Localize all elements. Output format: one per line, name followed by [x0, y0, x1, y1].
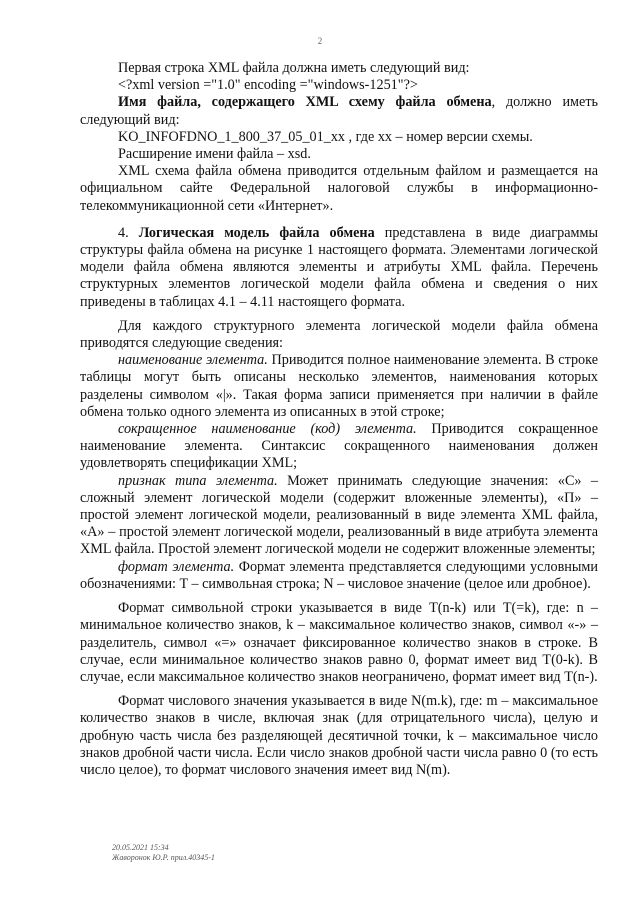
- paragraph-element-name: [80, 352, 598, 421]
- page-number: 2: [317, 36, 323, 46]
- element-type-term: признак типа элемента.: [118, 472, 278, 489]
- paragraph-schema-filename: [80, 94, 598, 128]
- paragraph-schema-publication: XML схема файла обмена приводится отдельным файлом и размещается на официальном сайте Федеральной налоговой службы в информационно-телекоммуникационной сети «Интернет».: [80, 163, 598, 214]
- paragraph-logical-model: [80, 225, 598, 311]
- footer-author: Жаворонок Ю.Р. прил.40345-1: [112, 853, 215, 862]
- logical-model-number: 4.: [118, 224, 139, 241]
- document-footer-stamp: [112, 843, 215, 863]
- element-name-term: наименование элемента.: [118, 352, 268, 369]
- document-body: [80, 60, 598, 779]
- element-code-text: Приводится сокращенное наименование элемента. Синтаксис сокращенного наименования должен удовлетворять спецификации XML;: [80, 421, 598, 472]
- paragraph-xml-first-line: Первая строка XML файла должна иметь следующий вид:: [118, 60, 470, 76]
- element-name-text: Приводится полное наименование элемента. В строке таблицы могут быть описаны несколько элементов, наименования которых разделены символом «|». Такая форма записи применяется при наличии в файле обмена только одного элемента из описанных в этой строке;: [80, 352, 598, 420]
- paragraph-element-info-intro: Для каждого структурного элемента логической модели файла обмена приводятся следующие сведения:: [80, 317, 598, 352]
- element-format-term: формат элемента.: [118, 558, 235, 575]
- paragraph-file-extension: Расширение имени файла – xsd.: [118, 146, 311, 163]
- element-code-term: сокращенное наименование (код) элемента.: [118, 421, 417, 438]
- logical-model-heading: Логическая модель файла обмена: [138, 224, 375, 241]
- paragraph-string-format: Формат символьной строки указывается в виде T(n-k) или T(=k), где: n – минимальное количество знаков, k – максимальное количество знаков, символ «-» – разделитель, символ «=» означает фиксированное количество знаков в строке. В случае, если минимальное количество знаков равно 0, формат имеет вид T(0-k). В случае, если максимальное количество знаков неограничено, формат имеет вид T(n-).: [80, 600, 598, 685]
- paragraph-element-format: [80, 559, 598, 593]
- paragraph-xml-declaration: <?xml version ="1.0" encoding ="windows-1251"?>: [118, 77, 418, 94]
- element-type-text: Может принимать следующие значения: «С» – сложный элемент логической модели (содержит вложенные элементы), «П» – простой элемент логической модели, реализованный в виде элемента XML файла, «А» – простой элемент логической модели, реализованный в виде атрибута элемента XML файла. Простой элемент логической модели не содержит вложенные элементы;: [80, 472, 598, 558]
- paragraph-element-code: [80, 421, 598, 473]
- paragraph-number-format: Формат числового значения указывается в виде N(m.k), где: m – максимальное количество знаков в числе, включая знак (для отрицательного числа), целую и дробную часть числа без разделяющей десятичной точки, k – максимальное число знаков дробной части числа. Если число знаков дробной части числа равно 0 (то есть число целое), то формат числового значения имеет вид N(m).: [80, 693, 598, 778]
- paragraph-schema-filename-value: KO_INFOFDNO_1_800_37_05_01_xx , где xx – номер версии схемы.: [118, 128, 533, 145]
- schema-filename-heading: Имя файла, содержащего XML схему файла обмена: [118, 94, 492, 111]
- footer-timestamp: 20.05.2021 15:34: [112, 843, 169, 852]
- paragraph-element-type: [80, 473, 598, 559]
- logical-model-text: представлена в виде диаграммы структуры файла обмена на рисунке 1 настоящего формата. Элементами логической модели файла обмена являются элементы и атрибуты XML файла. Перечень структурных элементов логической модели файла обмена и сведения о них приведены в таблицах 4.1 – 4.11 настоящего формата.: [80, 224, 599, 310]
- element-format-text: Формат элемента представляется следующими условными обозначениями: T – символьная строка; N – числовое значение (целое или дробное).: [80, 558, 598, 592]
- schema-filename-text: , должно иметь следующий вид:: [80, 94, 598, 128]
